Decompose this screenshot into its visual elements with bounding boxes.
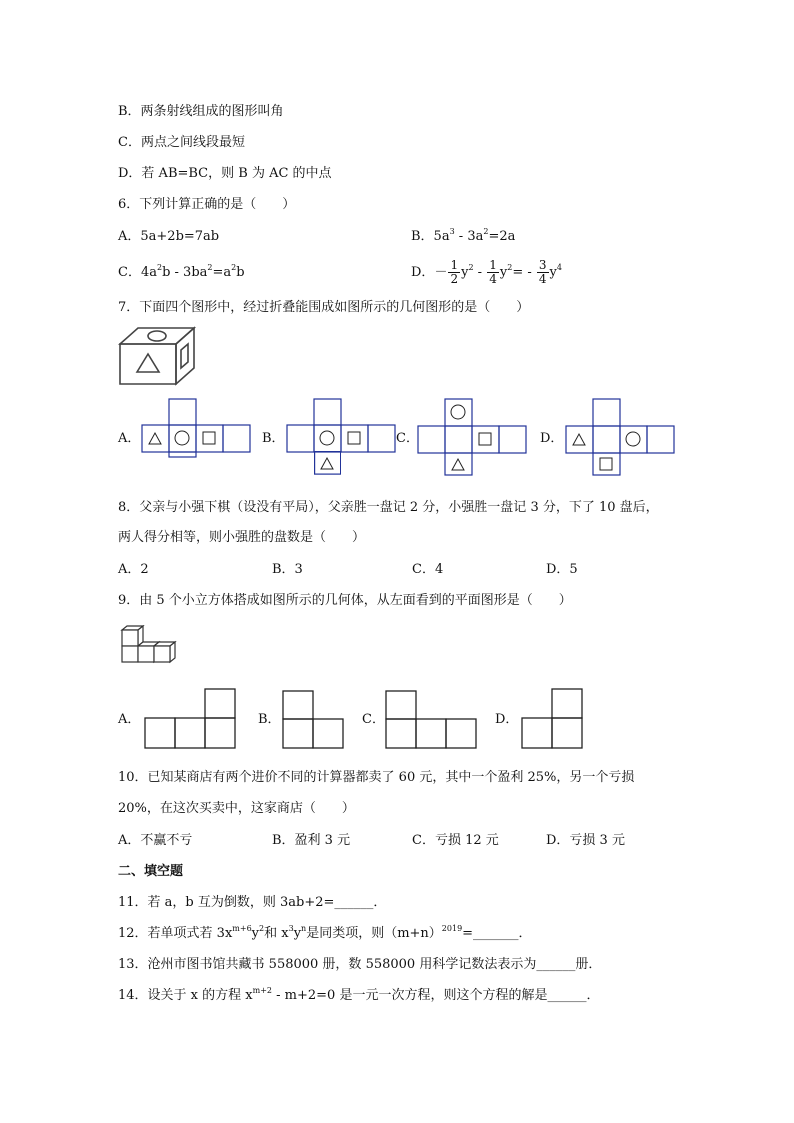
q10-stem-line2: 20%，在这次买卖中，这家商店（ ） — [118, 801, 355, 816]
q9-view-d — [521, 688, 583, 750]
q8-stem-line1: 8．父亲与小强下棋（设没有平局），父亲胜一盘记 2 分，小强胜一盘记 3 分，下了 10 盘后， — [118, 500, 659, 515]
q10-option-b: B．盈利 3 元 — [272, 833, 351, 848]
q7-net-c — [416, 397, 528, 477]
q7-cube-figure — [118, 326, 198, 386]
q11-text: 11．若 a，b 互为倒数，则 3ab+2=______． — [118, 895, 387, 910]
q6-stem: 6．下列计算正确的是（ ） — [118, 197, 296, 212]
q10-option-a: A．不赢不亏 — [118, 833, 193, 848]
q9-view-b — [282, 690, 344, 750]
q9-view-c — [385, 690, 477, 750]
q13-text: 13．沧州市图书馆共藏书 558000 册，数 558000 用科学记数法表示为______册． — [118, 957, 602, 972]
q8-option-b: B．3 — [272, 562, 303, 577]
q7-label-d: D． — [540, 431, 564, 446]
q7-label-a: A． — [118, 431, 141, 446]
q10-stem-line1: 10．已知某商店有两个进价不同的计算器都卖了 60 元，其中一个盈利 25%，另一个亏损 — [118, 770, 635, 785]
q14-text: 14．设关于 x 的方程 $x^{m+2} - m+2=0$ 是一元一次方程，则这个方程的解是______． — [118, 986, 600, 1003]
q10-option-c: C．亏损 12 元 — [412, 833, 499, 848]
q9-stem: 9．由 5 个小立方体搭成如图所示的几何体，从左面看到的平面图形是（ ） — [118, 593, 572, 608]
q7-label-c: C． — [396, 431, 419, 446]
q5-option-b: B．两条射线组成的图形叫角 — [118, 104, 284, 119]
q8-option-c: C．4 — [412, 562, 444, 577]
q12-text: 12．若单项式若 $3x^{m+6}y^2$和 $x^3y^n$是同类项，则$(m+n)^{2019}=\_\_\_\_\_\_\_$． — [118, 924, 532, 941]
q5-option-d: D．若 AB=BC，则 B 为 AC 的中点 — [118, 166, 332, 181]
q9-cubes-figure — [118, 625, 184, 665]
q8-stem-line2: 两人得分相等，则小强胜的盘数是（ ） — [118, 530, 366, 545]
q6-option-b: B．$5a^3 - 3a^2=2a$ — [411, 227, 516, 244]
section-title-fill-in: 二、填空题 — [118, 864, 184, 879]
q9-view-a — [144, 688, 236, 750]
q10-option-d: D．亏损 3 元 — [546, 833, 625, 848]
q9-label-a: A． — [118, 712, 141, 727]
q7-net-b-bottom — [314, 451, 341, 475]
q6-option-d: D．－ $\frac{1}{2}$ $y^2$ - $\frac{1}{4}$ $y^2=$ - $\frac{3}{4}$ $y^4$ — [411, 258, 562, 286]
q9-label-b: B． — [258, 712, 281, 727]
q7-net-d — [564, 397, 676, 477]
q8-option-d: D．5 — [546, 562, 578, 577]
q9-label-d: D． — [495, 712, 519, 727]
q5-option-c: C．两点之间线段最短 — [118, 135, 245, 150]
q7-stem: 7．下面四个图形中，经过折叠能围成如图所示的几何图形的是（ ） — [118, 300, 530, 315]
q6-option-a: A．5a+2b=7ab — [118, 229, 220, 244]
q7-net-b — [285, 398, 397, 458]
q6-option-c: C．$4a^2b - 3ba^2=a^2b$ — [118, 263, 245, 280]
q9-label-c: C． — [362, 712, 385, 727]
q7-label-b: B． — [262, 431, 285, 446]
q8-option-a: A．2 — [118, 562, 149, 577]
q7-net-a — [140, 398, 252, 458]
